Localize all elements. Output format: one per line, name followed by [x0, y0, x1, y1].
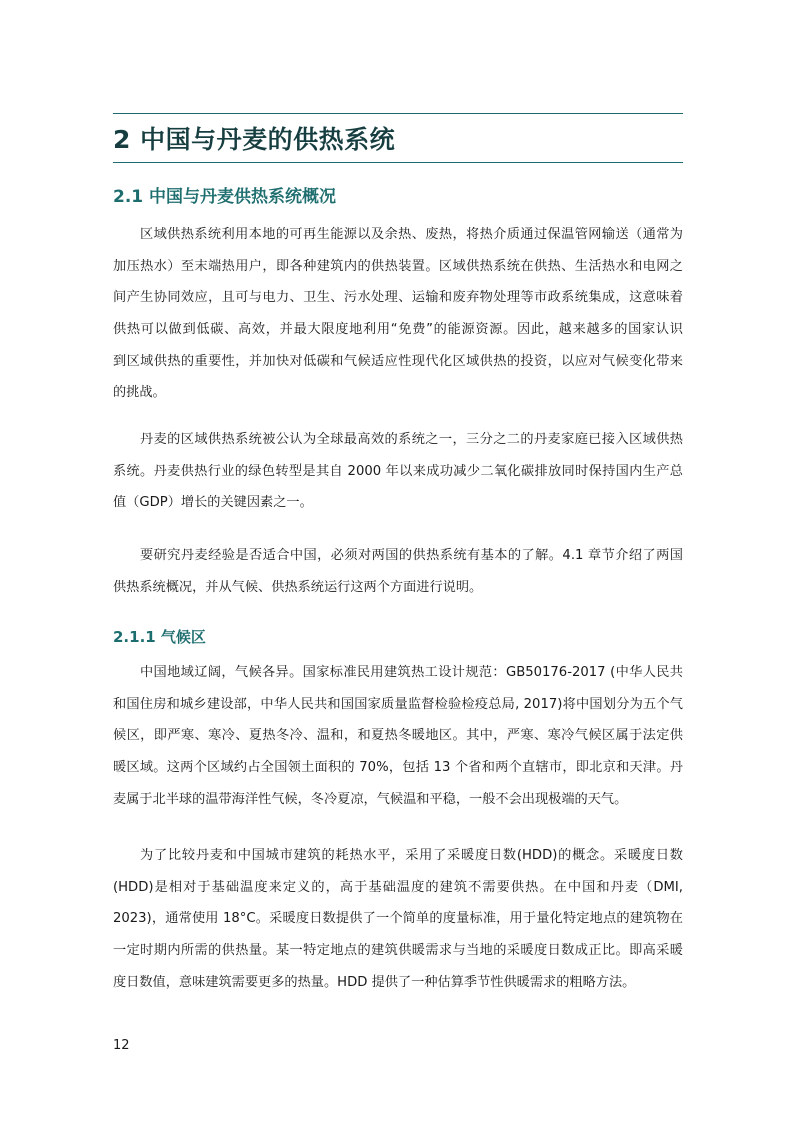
- paragraph-line: 为了比较丹麦和中国城市建筑的耗热水平，采用了采暖度日数(HDD)的概念。采暖度日数: [140, 848, 683, 863]
- paragraph-line: 和国住房和城乡建设部，中华人民共和国国家质量监督检验检疫总局, 2017)将中国划分为五个气: [113, 696, 683, 712]
- paragraph-line: (HDD)是相对于基础温度来定义的，高于基础温度的建筑不需要供热。在中国和丹麦（DMI,: [113, 879, 683, 895]
- paragraph-line: 间产生协同效应，且可与电力、卫生、污水处理、运输和废弃物处理等市政系统集成，这意味着: [113, 290, 683, 306]
- paragraph-line: 系统。丹麦供热行业的绿色转型是其自 2000 年以来成功减少二氧化碳排放同时保持国内生产总: [113, 463, 683, 479]
- paragraph-district-heating-intro: [113, 219, 683, 409]
- chapter-rule-bottom: [113, 162, 683, 163]
- section-title: 2.1 中国与丹麦供热系统概况: [113, 187, 337, 207]
- paragraph-line: 中国地域辽阔，气候各异。国家标准民用建筑热工设计规范：GB50176-2017 (中华人民共: [140, 665, 683, 680]
- page-number: 12: [113, 1038, 130, 1053]
- paragraph-line: 到区域供热的重要性，并加快对低碳和气候适应性现代化区域供热的投资，以应对气候变化带来: [113, 353, 683, 369]
- paragraph-heating-degree-days: [113, 840, 683, 998]
- chapter-title: 2 中国与丹麦的供热系统: [113, 125, 396, 154]
- paragraph-line: 丹麦的区域供热系统被公认为全球最高效的系统之一，三分之二的丹麦家庭已接入区域供热: [140, 432, 683, 447]
- paragraph-line: 供热系统概况，并从气候、供热系统运行这两个方面进行说明。: [113, 579, 483, 595]
- chapter-rule-top: [113, 113, 683, 114]
- paragraph-line: 值（GDP）增长的关键因素之一。: [113, 495, 313, 511]
- paragraph-line: 度日数值，意味建筑需要更多的热量。HDD 提供了一种估算季节性供暖需求的粗略方法。: [113, 974, 636, 990]
- paragraph-line: 的挑战。: [113, 385, 166, 401]
- paragraph-climate-zones: [113, 657, 683, 815]
- paragraph-line: 候区，即严寒、寒冷、夏热冬冷、温和，和夏热冬暖地区。其中，严寒、寒冷气候区属于法定供: [113, 728, 683, 744]
- paragraph-line: 一定时期内所需的供热量。某一特定地点的建筑供暖需求与当地的采暖度日数成正比。即高采暖: [113, 943, 683, 959]
- subsection-title: 2.1.1 气候区: [113, 628, 206, 646]
- paragraph-line: 加压热水）至末端热用户，即各种建筑内的供热装置。区域供热系统在供热、生活热水和电网之: [113, 258, 683, 274]
- paragraph-line: 麦属于北半球的温带海洋性气候，冬冷夏凉，气候温和平稳，一般不会出现极端的天气。: [113, 791, 628, 807]
- paragraph-line: 2023)，通常使用 18°C。采暖度日数提供了一个简单的度量标准，用于量化特定地点的建筑物在: [113, 911, 683, 927]
- paragraph-denmark-heating: [113, 424, 683, 519]
- paragraph-line: 供热可以做到低碳、高效，并最大限度地利用“免费”的能源资源。因此，越来越多的国家认识: [113, 322, 683, 338]
- paragraph-line: 要研究丹麦经验是否适合中国，必须对两国的供热系统有基本的了解。4.1 章节介绍了两国: [140, 548, 683, 563]
- paragraph-line: 区域供热系统利用本地的可再生能源以及余热、废热，将热介质通过保温管网输送（通常为: [140, 227, 683, 242]
- paragraph-research-scope: [113, 540, 683, 603]
- paragraph-line: 暖区域。这两个区域约占全国领土面积的 70%，包括 13 个省和两个直辖市，即北京和天津。丹: [113, 760, 683, 776]
